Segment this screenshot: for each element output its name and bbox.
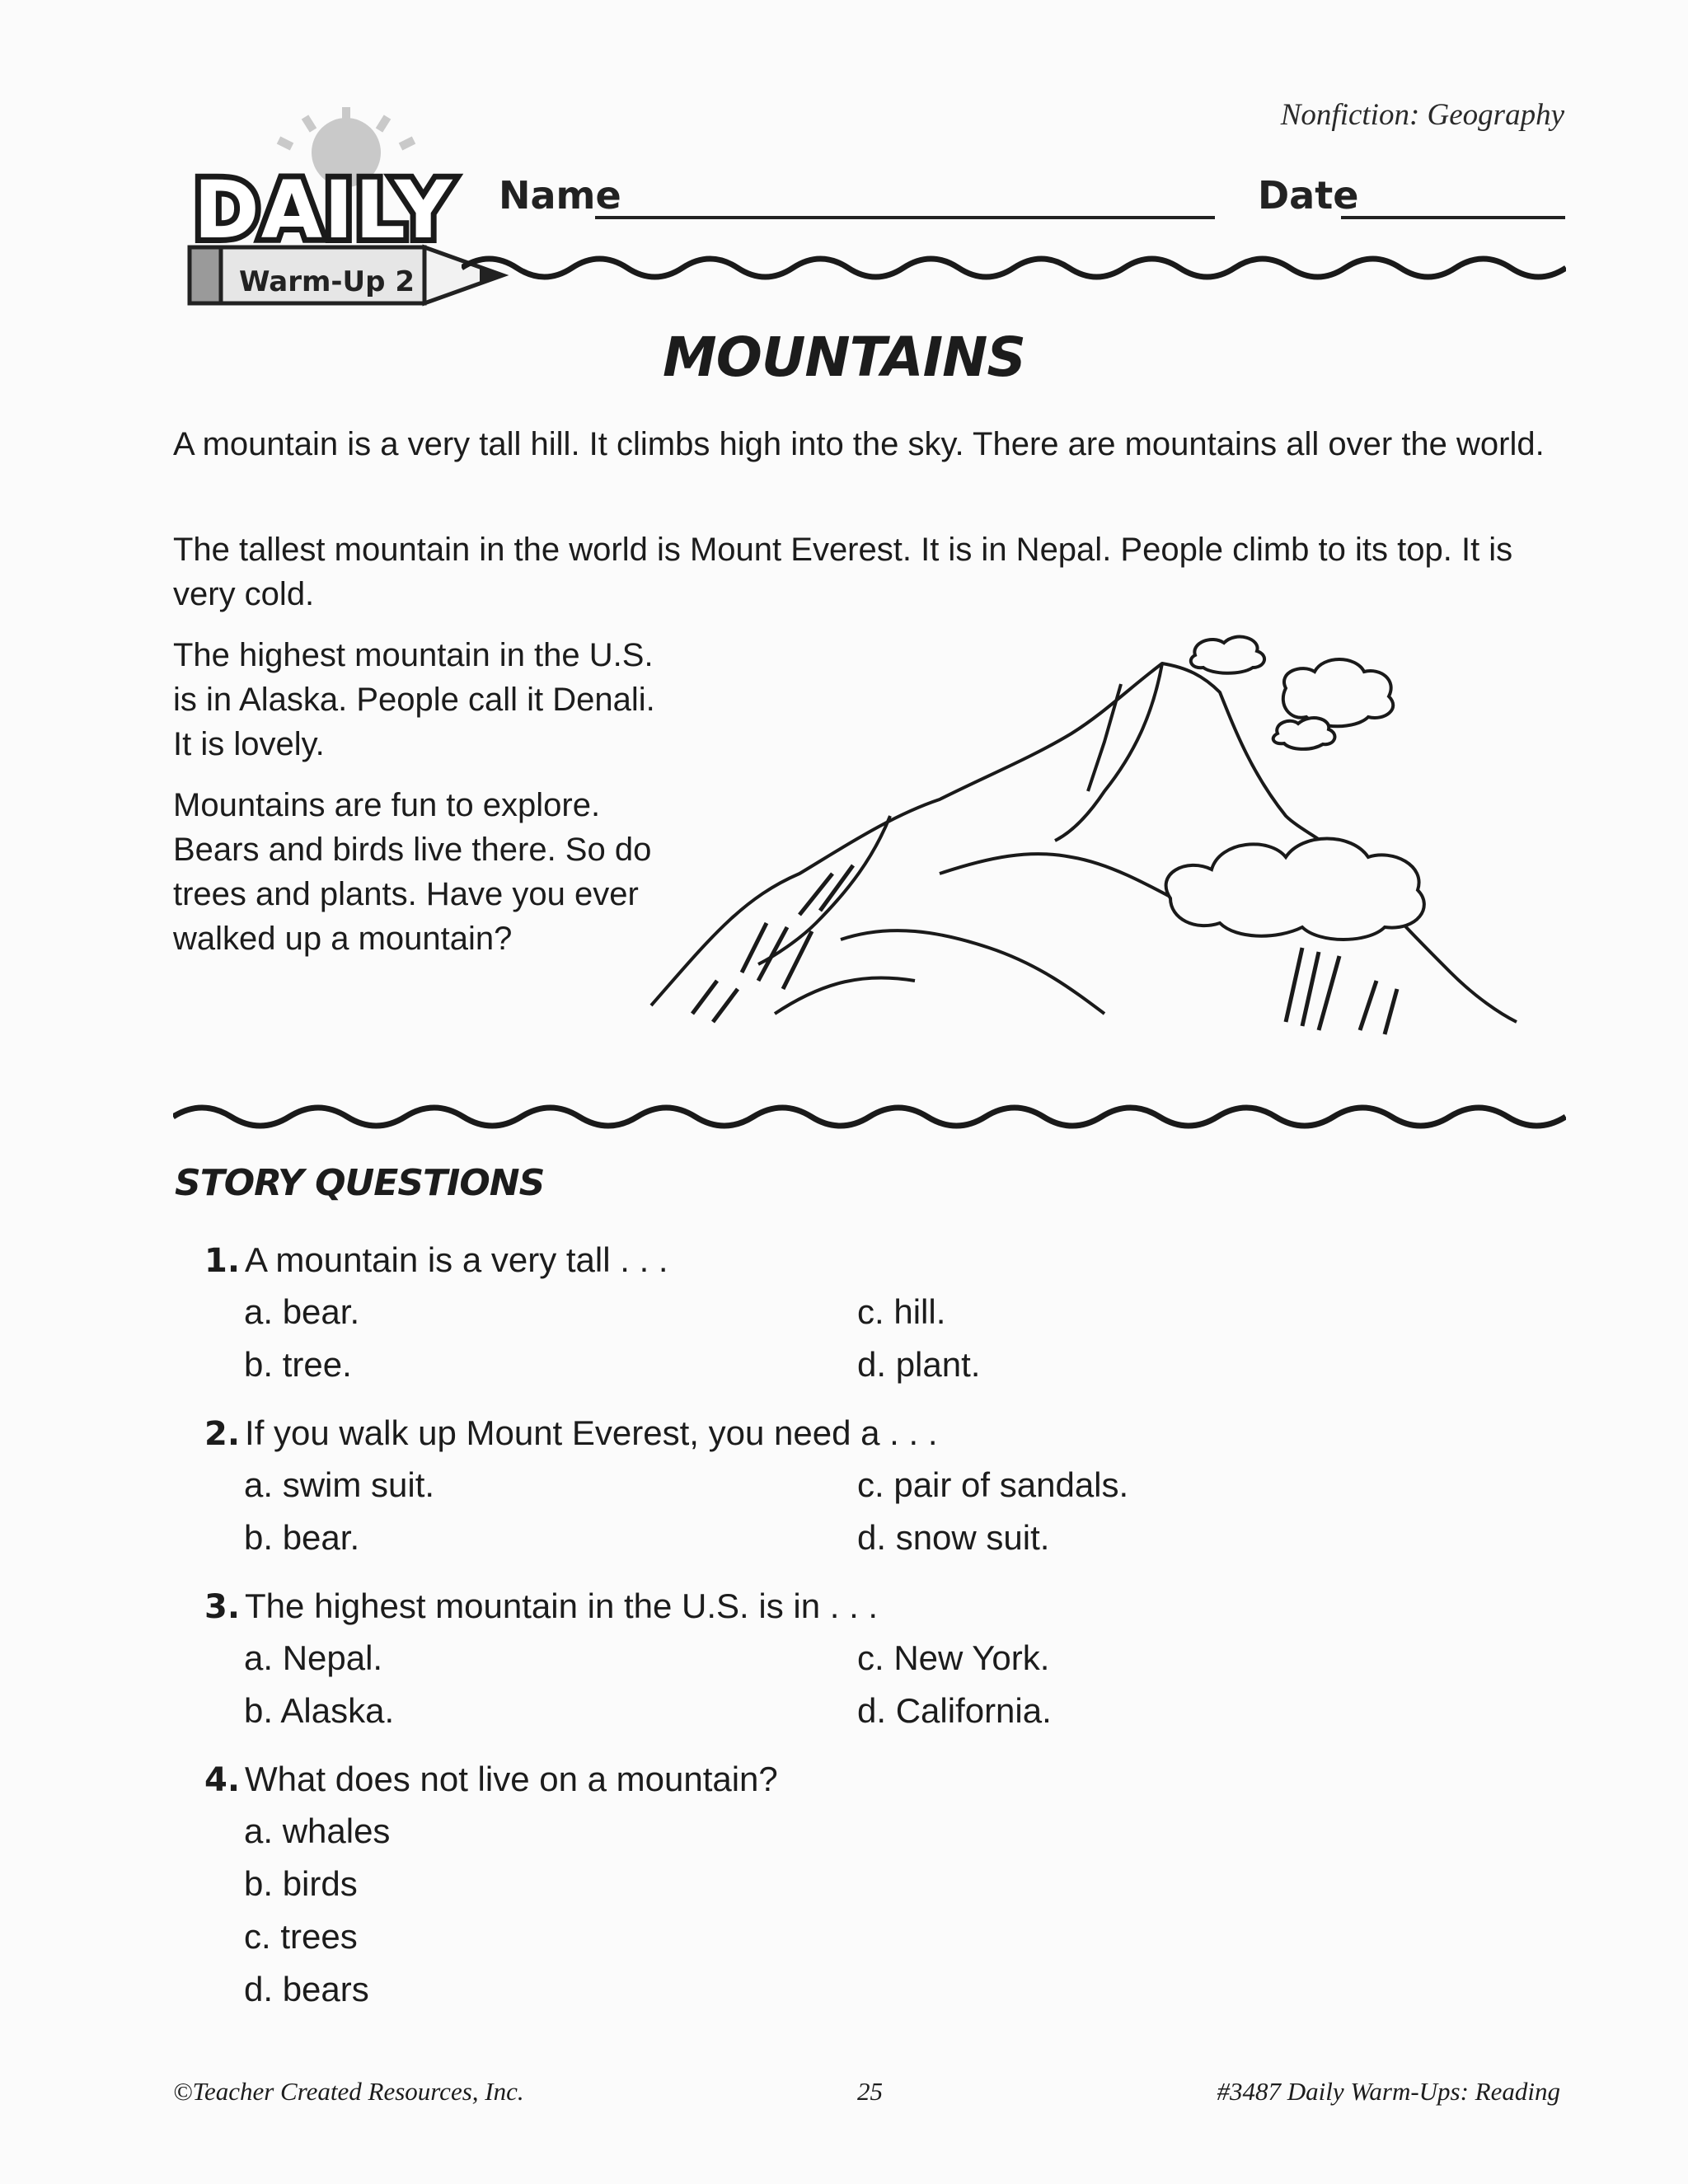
answer-option[interactable]: a. whales (244, 1811, 391, 1850)
story-questions-heading: STORY QUESTIONS (175, 1162, 545, 1204)
question-2 (204, 1413, 937, 1453)
page-title: MOUNTAINS (663, 326, 1025, 389)
answer-option[interactable]: a. swim suit. (244, 1465, 435, 1504)
answer-option[interactable]: c. New York. (857, 1638, 1050, 1677)
logo-daily-text: DAILY (194, 164, 454, 256)
footer-publisher: ©Teacher Created Resources, Inc. (173, 2077, 524, 2106)
name-field[interactable] (595, 216, 1215, 219)
wavy-divider-top (462, 247, 1566, 288)
category-label: Nonfiction: Geography (1280, 98, 1564, 132)
name-label: Name (499, 173, 621, 218)
question-3 (204, 1586, 878, 1626)
answer-option[interactable]: c. trees (244, 1917, 358, 1956)
question-number: 3. (204, 1588, 241, 1626)
answer-option[interactable]: b. tree. (244, 1345, 352, 1384)
wavy-divider-middle (173, 1096, 1566, 1137)
answer-option[interactable]: d. snow suit. (857, 1518, 1050, 1557)
footer-book-title: #3487 Daily Warm-Ups: Reading (1217, 2077, 1560, 2106)
date-label: Date (1258, 173, 1359, 218)
answer-option[interactable]: a. Nepal. (244, 1638, 383, 1677)
date-field[interactable] (1341, 216, 1565, 219)
answer-option[interactable]: d. bears (244, 1970, 369, 2008)
question-number: 2. (204, 1415, 241, 1453)
question-text: If you walk up Mount Everest, you need a . . . (245, 1413, 938, 1452)
question-4 (204, 1760, 778, 1799)
answer-option[interactable]: c. hill. (857, 1292, 946, 1331)
passage-paragraph-1: A mountain is a very tall hill. It climbs high into the sky. There are mountains all over the world. (173, 426, 1545, 462)
page-number: 25 (857, 2077, 883, 2106)
question-text: The highest mountain in the U.S. is in . . . (245, 1586, 879, 1625)
answer-option[interactable]: c. pair of sandals. (857, 1465, 1129, 1504)
question-text: What does not live on a mountain? (245, 1760, 778, 1798)
passage-paragraph-3: The highest mountain in the U.S. is in Alaska. People call it Denali. It is lovely. (173, 637, 655, 762)
answer-option[interactable]: b. Alaska. (244, 1691, 395, 1730)
answer-option[interactable]: b. birds (244, 1864, 358, 1903)
question-number: 1. (204, 1242, 241, 1280)
mountain-illustration (643, 626, 1566, 1038)
answer-option[interactable]: d. plant. (857, 1345, 981, 1384)
logo-sub-text: Warm-Up 2 (239, 265, 415, 298)
passage-paragraph-2: The tallest mountain in the world is Mount Everest. It is in Nepal. People climb to its top. It is very cold. (173, 532, 1513, 612)
answer-option[interactable]: b. bear. (244, 1518, 360, 1557)
answer-option[interactable]: d. California. (857, 1691, 1052, 1730)
question-1 (204, 1240, 668, 1280)
question-text: A mountain is a very tall . . . (245, 1240, 668, 1279)
passage-paragraph-4: Mountains are fun to explore. Bears and birds live there. So do trees and plants. Have you ever walked up a mountain? (173, 787, 652, 957)
question-number: 4. (204, 1761, 241, 1799)
answer-option[interactable]: a. bear. (244, 1292, 360, 1331)
